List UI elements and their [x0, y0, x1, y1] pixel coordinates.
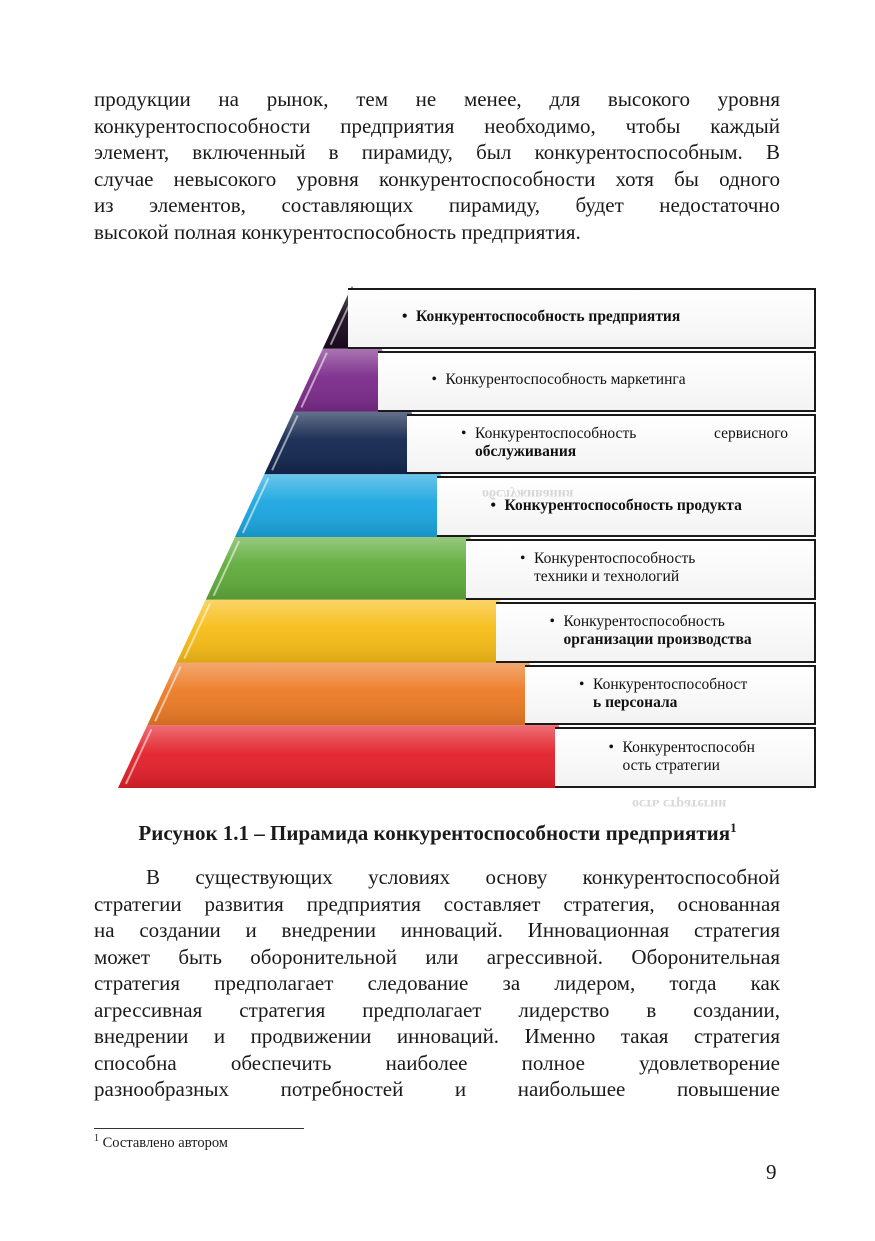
- level-label-text: Конкурентоспособность сервисного: [475, 424, 788, 442]
- level-label-text: Конкурентоспособность: [563, 613, 725, 631]
- text-line: агрессивная стратегия предполагает лидерство в создании,: [94, 997, 780, 1022]
- text-line: внедрении и продвижении инноваций. Именно такая стратегия: [94, 1024, 780, 1048]
- level-label: [432, 371, 789, 389]
- text-line: случае невысокого уровня конкурентоспособности хотя бы одного: [94, 166, 780, 191]
- text-line: В существующих условиях основу конкурентоспособной: [146, 865, 780, 889]
- paragraph-bottom: [94, 864, 780, 1103]
- pyramid-level-gloss: [235, 474, 470, 537]
- figure-caption: [0, 820, 875, 846]
- level-label: [579, 676, 788, 712]
- level-label-line: • Конкурентоспособность продукта: [490, 496, 742, 514]
- level-label-line: ь персонала: [593, 693, 678, 711]
- level-label-line: • Конкурентоспособность: [520, 550, 696, 568]
- page-number: 9: [766, 1160, 777, 1184]
- level-label-text: Конкурентоспособность: [534, 550, 696, 568]
- level-label: [461, 425, 788, 461]
- level-label-line: организации производства: [563, 631, 752, 649]
- text-line: способна обеспечить наиболее полное удовлетворение: [94, 1050, 780, 1075]
- level-label-text: Конкурентоспособность маркетинга: [445, 371, 686, 389]
- level-label-line: ость стратегии: [622, 756, 720, 774]
- level-label-line: • Конкурентоспособност: [579, 675, 748, 693]
- level-label-line: техники и технологий: [534, 568, 680, 586]
- level-label-text: Конкурентоспособность продукта: [504, 496, 742, 514]
- pyramid-level-gloss: [147, 663, 558, 726]
- text-line: продукции на рынок, тем не менее, для высокого уровня: [94, 87, 780, 111]
- level-label-line: • Конкурентоспособность: [549, 613, 725, 631]
- level-label-line: • Конкурентоспособность маркетинга: [431, 371, 686, 389]
- text-line: стратегия предполагает следование за лидером, тогда как: [94, 971, 780, 995]
- level-label-text: Конкурентоспособн: [622, 738, 755, 756]
- text-reflection: ость стратегии: [632, 796, 727, 811]
- pyramid-level-gloss: [177, 600, 530, 663]
- text-line: конкурентоспособности предприятия необходимо, чтобы каждый: [94, 113, 780, 138]
- footnote: [94, 1133, 228, 1152]
- level-label: [402, 308, 788, 326]
- level-label: [550, 613, 789, 649]
- level-label: [609, 739, 789, 775]
- level-label-text: Конкурентоспособност: [593, 675, 748, 693]
- level-label-text: Конкурентоспособность предприятия: [416, 308, 681, 326]
- footnote-text: Составлено автором: [102, 1134, 228, 1151]
- footnote-divider: [94, 1128, 304, 1129]
- level-label: [520, 550, 788, 586]
- text-line: стратегии развития предприятия составляет стратегия, основанная: [94, 891, 780, 916]
- footnote-reference: 1: [730, 820, 737, 835]
- text-line: на создании и внедрении инноваций. Инновационная стратегия: [94, 918, 780, 942]
- paragraph-top: [94, 86, 780, 245]
- text-line: элемент, включенный в пирамиду, был конкурентоспособным. В: [94, 140, 780, 164]
- level-label-line: • Конкурентоспособность предприятия: [402, 308, 681, 326]
- text-line: разнообразных потребностей и наибольшее повышение: [94, 1077, 780, 1101]
- level-label-line: • Конкурентоспособность сервисного: [461, 424, 788, 442]
- caption-text: Рисунок 1.1 – Пирамида конкурентоспособности предприятия: [138, 821, 731, 845]
- text-line: высокой полная конкурентоспособность предприятия.: [94, 219, 581, 244]
- footnote-mark: 1: [94, 1133, 99, 1144]
- text-line: может быть оборонительной или агрессивной. Оборонительная: [94, 944, 780, 969]
- text-reflection: обслуживания: [482, 486, 574, 501]
- pyramid-level-gloss: [118, 725, 588, 788]
- pyramid-level-gloss: [206, 537, 500, 600]
- competitiveness-pyramid-figure: [110, 280, 830, 810]
- level-label-line: обслуживания: [475, 442, 577, 460]
- text-line: из элементов, составляющих пирамиду, будет недостаточно: [94, 193, 780, 217]
- level-label-line: • Конкурентоспособн: [608, 738, 755, 756]
